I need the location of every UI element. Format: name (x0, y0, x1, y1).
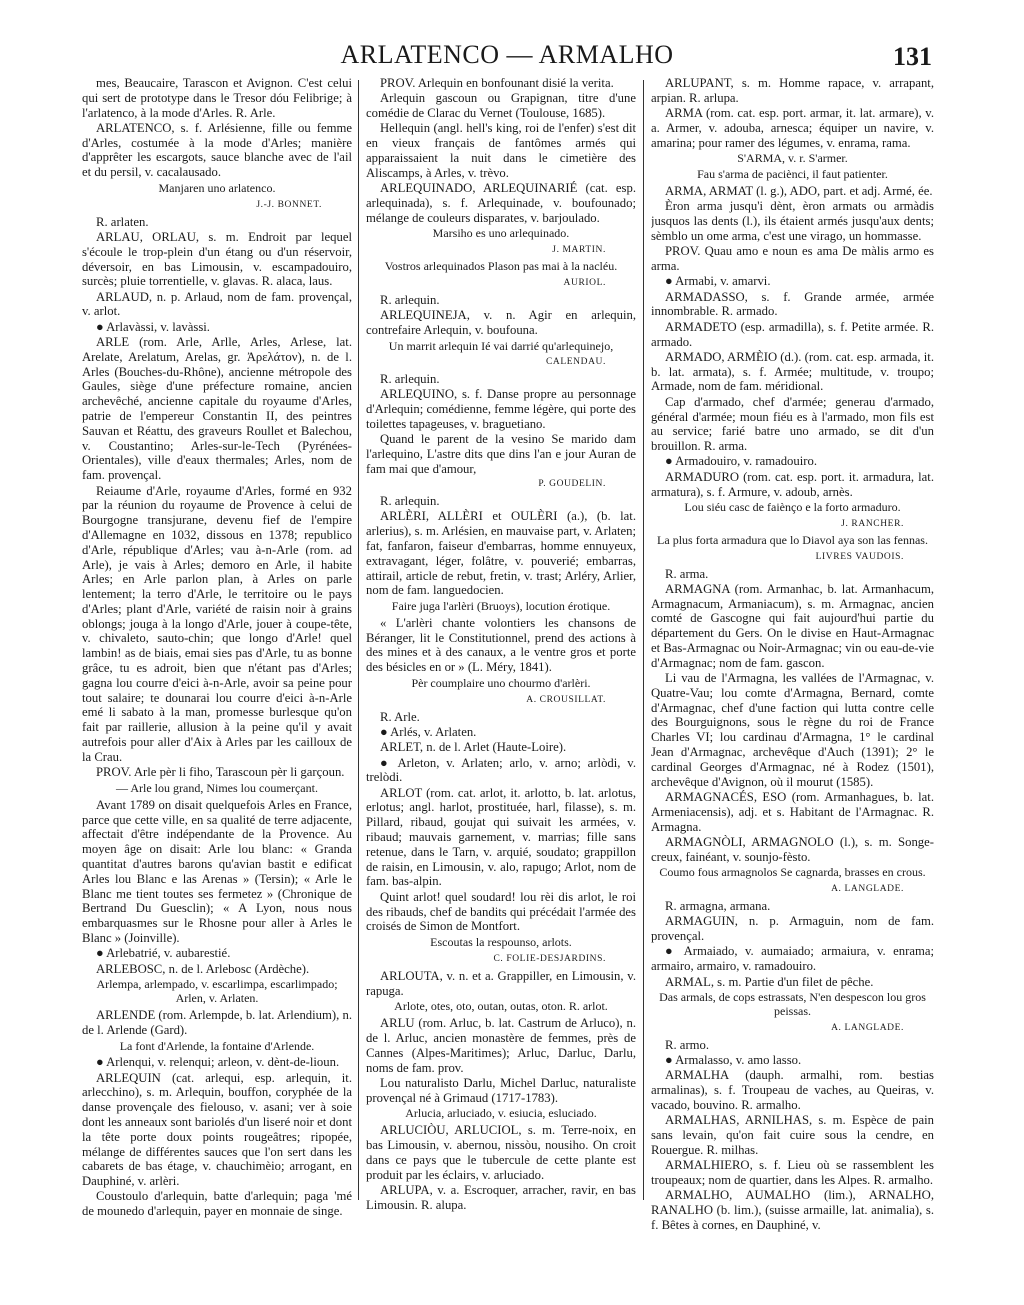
citation-author: AURIOL. (563, 277, 606, 288)
dictionary-entry: Arlequin gascoun ou Grapignan, titre d'une comédie de Clarac du Vernet (Toulouse, 1685). (366, 91, 636, 121)
dictionary-entry: ● Armalasso, v. amo lasso. (665, 1053, 802, 1067)
dictionary-entry: ● Arleton, v. Arlaten; arlo, v. arno; arlòdi, v. trelòdi. (366, 755, 636, 785)
quotation: Vostros arlequinados Plason pas mai à la nacléu. (384, 259, 618, 274)
dictionary-entry: Quint arlot! quel soudard! lou rèi dis arlot, le roi des ribauds, chef de bandits qui précédait l'armée des croisés de Simon de Montfort. (366, 889, 636, 934)
quotation: Fau s'arma de paciènci, il faut patienter. (697, 167, 888, 182)
column-middle (366, 76, 636, 1291)
quotation: La font d'Arlende, la fontaine d'Arlende. (119, 1038, 315, 1053)
dictionary-entry: Èron arma jusqu'i dènt, èron armats ou armàdis jusquos las dents (l.), ils étaient armés jusqu'aux dents; sèmblo un ome arma, c'est une virago, un hommasse. (651, 199, 934, 243)
quotation: — Arle lou grand, Nimes lou coumerçant. (116, 780, 318, 795)
dictionary-entry: ARLUPA, v. a. Escroquer, arracher, ravir, en bas Limousin. R. alupa. (366, 1182, 636, 1212)
dictionary-entry: ARLEBOSC, n. de l. Arlebosc (Ardèche). (96, 961, 310, 976)
dictionary-entry: ● Armabi, v. amarvi. (665, 274, 771, 289)
dictionary-entry: R. arlaten. (96, 214, 149, 229)
dictionary-entry: Cap d'armado, chef d'armée; generau d'armado, général d'armée; moun fiéu es à l'armado, mon fils est au service; farié batre uno armado, se dit d'un brouillon. R. arma. (651, 394, 934, 454)
dictionary-entry: ARLEQUINO, s. f. Danse propre au personnage d'Arlequin; comédienne, femme légère, qui porte des toilettes tapageuses, v. braguetiano. (366, 387, 636, 432)
page-header (82, 40, 932, 80)
quotation: Pèr coumplaire uno chourmo d'arlèri. (411, 676, 591, 691)
dictionary-entry: ARMADURO (rom. cat. esp. port. it. armadura, lat. armatura), s. f. Armure, v. adoub, arnès. (651, 469, 934, 499)
dictionary-entry: ARLEQUIN (cat. arlequi, esp. arlequin, it. arlecchino), s. m. Arlequin, bouffon, coryphée de la danse provençale des fielouso, v. asani; ver à soie dont les anneaux sont bariolés d'un liseré noir et dont la tête porte doux points rougeâtres; ripopée, mélange de différentes sauces que l'on sert dans les cabarets de bas étage, v. chauchimèio; arrogant, en Dauphiné, v. arlèri. (82, 1070, 352, 1189)
column-left (82, 76, 352, 1291)
dictionary-entry: « L'arlèri chante volontiers les chansons de Béranger, lit le Constitutionnel, prend des actions à des mines et à des canaux, a le ventre gros et porte des bésicles en or » (L. Méry, 1841). (366, 615, 636, 675)
dictionary-entry: Lou naturalisto Darlu, Michel Darluc, naturaliste provençal né à Grimaud (1717-1783). (366, 1075, 636, 1105)
dictionary-entry: ARLAU, ORLAU, s. m. Endroit par lequel s'écoule le trop-plein d'un étang ou d'un réservoir, déversoir, en bas Limousin, v. escampadouiro, surcès; pluie torrentielle, v. glavas. R. alaca, laus. (82, 229, 352, 289)
dictionary-entry: ARLÈRI, ALLÈRI et OULÈRI (a.), (b. lat. arlerius), s. m. Arlésien, en mauvaise part, v. Arlaten; fat, fanfaron, faiseur d'embarras, homme ennuyeux, extravagant, léger, folâtre, v. pouverié; embarras, attirail, article de rebut, fretin, v. trast; Arléry, Arlier, nom de fam. languedocien. (366, 509, 636, 598)
dictionary-entry: R. arlequin. (380, 494, 440, 509)
dictionary-entry: R. armo. (665, 1037, 710, 1052)
citation-author: P. GOUDELIN. (538, 479, 606, 490)
quotation: La plus forta armadura que lo Diavol aya son las fennas. (657, 532, 928, 547)
dictionary-entry: ARLE (rom. Arle, Arlle, Arles, Arlese, lat. Arelate, Arelatum, Arelas, gr. Ἀρελάτον), n. de l. Arles (Bouches-du-Rhône), ancienne métropole des Gaules, siège d'une préfecture romaine, ancien archevêché, ancienne capitale du royaume d'Arles, patrie de l'empereur Constantin II, des peintres Sauvan et Réattu, des graveurs Roullet et Balechou, v. Coustantino; Arles-sur-le-Tech (Pyrénées-Orientales), ville d'eaux thermales; Arles, nom de fam. provençal. (82, 335, 352, 483)
quotation: Marsiho es uno arlequinado. (432, 226, 570, 241)
dictionary-entry: R. arlequin. (380, 372, 440, 387)
quotation: S'ARMA, v. r. S'armer. (737, 151, 848, 166)
quotation: Un marrit arlequin Ié vai darrié qu'arlequinejo, (388, 338, 614, 353)
column-rule (358, 80, 359, 1200)
dictionary-entry: ● Armaiado, v. aumaiado; armaiura, v. enrama; armairo, armairo, v. ramadouiro. (651, 944, 934, 974)
quotation: Arlucia, arluciado, v. esiucia, esluciado. (405, 1106, 597, 1121)
dictionary-entry: ARLENDE (rom. Arlempde, b. lat. Arlendium), n. de l. Arlende (Gard). (82, 1007, 352, 1037)
dictionary-entry: ARLET, n. de l. Arlet (Haute-Loire). (380, 740, 567, 755)
citation-author: J. MARTIN. (552, 245, 606, 256)
dictionary-entry: R. arma. (665, 566, 709, 581)
dictionary-entry: Hellequin (angl. hell's king, roi de l'enfer) s'est dit en vieux français de fantômes armés qui apparaissaient la nuit dans le cimetière des Aliscamps, à Arles, v. trèvo. (366, 121, 636, 180)
quotation: Arlote, otes, oto, outan, outas, oton. R. arlot. (394, 999, 608, 1014)
dictionary-entry: ARMALHO, AUMALHO (lim.), ARNALHO, RANALHO (b. lim.), (suisse armaille, lat. animalia), s. f. Bêtes à cornes, en Dauphiné, v. (651, 1188, 934, 1232)
dictionary-entry: ● Arlés, v. Arlaten. (380, 724, 477, 739)
dictionary-entry: ARMAGNACÉS, ESO (rom. Armanhagues, b. lat. Armeniacensis), adj. et s. Habitant de l'Armagnac. R. Armagna. (651, 789, 934, 834)
dictionary-entry: ARMADETO (esp. armadilla), s. f. Petite armée. R. armado. (651, 319, 934, 349)
dictionary-entry: ARMAGUIN, n. p. Armaguin, nom de fam. provençal. (651, 914, 934, 944)
dictionary-entry: ARMADASSO, s. f. Grande armée, armée innombrable. R. armado. (651, 289, 934, 319)
citation-author: J.-J. BONNET. (256, 199, 322, 210)
dictionary-entry: ARMAGNÒLI, ARMAGNOLO (l.), s. m. Songe-creux, fainéant, v. sounjo-fèsto. (651, 834, 934, 864)
dictionary-entry: PROV. Arlequin en bonfounant disié la verita. (380, 76, 614, 90)
dictionary-entry: ARLATENCO, s. f. Arlésienne, fille ou femme d'Arles, costumée à la mode d'Arles; manière d'apprêter les escargots, sauce blanche avec de l'ail et du persil, v. cacalausado. (82, 120, 352, 180)
dictionary-entry: ARMALHAS, ARNILHAS, s. m. Espèce de pain sans levain, qu'on fait cuire sous la cendre, en Rouergue. R. milhas. (651, 1113, 934, 1157)
dictionary-entry: ARLOT (rom. cat. arlot, it. arlotto, b. lat. arlotus, erlotus; angl. harlot, prostituée, harl, filasse), s. m. Pillard, ribaud, goujat qui suivait les armées, v. ribaud; mauvais garnement, v. marrias; fille sans retenue, dans le Tarn, v. arquié, soudato; grappillon de raisin, en Limousin, v. alo, rapugo; Arlot, nom de fam. bas-alpin. (366, 785, 636, 889)
quotation: Manjaren uno arlatenco. (158, 181, 276, 196)
citation-author: A. LANGLADE. (831, 884, 904, 895)
dictionary-entry: ARLOUTA, v. n. et a. Grappiller, en Limousin, v. rapuga. (366, 968, 636, 998)
dictionary-entry: ARLU (rom. Arluc, b. lat. Castrum de Arluco), n. de l. Arluc, ancien monastère de femmes, près de Cannes (Alpes-Maritimes); Arluc, Darluc, Darlu, noms de fam. prov. (366, 1016, 636, 1075)
citation-author: C. FOLIE-DESJARDINS. (493, 953, 606, 964)
column-right (651, 76, 934, 1291)
dictionary-entry: PROV. Quau amo e noun es ama De màlis armo es arma. (651, 244, 934, 274)
dictionary-entry: ARMAL, s. m. Partie d'un filet de pêche. (665, 974, 874, 989)
page-number: 131 (893, 42, 932, 71)
dictionary-entry: PROV. Arle pèr li fiho, Tarascoun pèr li garçoun. (96, 765, 345, 780)
dictionary-entry: ARLAUD, n. p. Arlaud, nom de fam. provençal, v. arlot. (82, 289, 352, 319)
dictionary-entry: ● Arlavàssi, v. lavàssi. (96, 319, 210, 334)
dictionary-entry: ARMADO, ARMÈIO (d.). (rom. cat. esp. armada, it. b. lat. armata), s. f. Armée; multitude, v. troupo; Armade, nom de fam. méridional. (651, 349, 934, 394)
dictionary-entry: R. armagna, armana. (665, 899, 771, 914)
dictionary-entry: ● Armadouiro, v. ramadouiro. (665, 454, 818, 469)
running-title: ARLATENCO — ARMALHO (340, 40, 674, 69)
quotation: Coumo fous armagnolos Se cagnarda, brasses en crous. (659, 865, 926, 880)
dictionary-entry: R. arlequin. (380, 292, 440, 307)
column-rule (643, 80, 644, 1200)
dictionary-entry: ARMAGNA (rom. Armanhac, b. lat. Armanhacum, Armagnacum, Armaniacum), s. m. Armagnac, ancien comté de Gascogne qui fait aujourd'hui partie du département du Gers. On le divise en Haut-Armagnac et Bas-Armagnac ou Noir-Armagnac; vin ou eau-de-vie d'Armagnac; nom de fam. gascon. (651, 581, 934, 670)
citation-author: LIVRES VAUDOIS. (815, 551, 904, 562)
dictionary-entry: ARMA, ARMAT (l. g.), ADO, part. et adj. Armé, ée. (665, 184, 933, 199)
dictionary-entry: ARLEQUINADO, ARLEQUINARIÉ (cat. esp. arlequinada), s. f. Arlequinade, v. boufounado; mélange de couleurs disparates, v. barjoulado. (366, 181, 636, 225)
dictionary-entry: ● Arlebatrié, v. aubarestié. (96, 946, 231, 961)
quotation: Arlempa, arlempado, v. escarlimpa, escarlimpado; Arlen, v. Arlaten. (96, 977, 338, 1006)
dictionary-entry: ARLUPANT, s. m. Homme rapace, v. arrapant, arpian. R. arlupa. (651, 76, 934, 105)
dictionary-entry: Quand le parent de la vesino Se marido dam l'arlequino, L'astre dits que dins l'an e jour Auran de fam mai que d'amour, (366, 432, 636, 476)
dictionary-entry: Avant 1789 on disait quelquefois Arles en France, parce que cette ville, en sa qualité de terre adjacente, affectait d'être indépendante de la Provence. Au moyen âge on disait: Arle lou blanc: « Granda quantitat d'autres barons qu'avian bastit e edificat Arles lou Blanc e las Arenas » (Tersin); « Arle le Blanc me tient toutes ses fermetez » (Chronique de Bertrand Du Guesclin); « A Lyon, nous nous embarquasmes sur le Rhosne pour aller à Arles le Blanc » (Joinville). (82, 797, 352, 945)
quotation: Das armals, de cops estrassats, N'en despescon lou gros peissas. (659, 990, 926, 1019)
quotation: Faire juga l'arlèri (Bruoys), locution érotique. (391, 599, 611, 614)
citation-author: A. CROUSILLAT. (526, 694, 606, 705)
dictionary-entry: mes, Beaucaire, Tarascon et Avignon. C'est celui qui sert de prototype dans le Tresor dóu Felibrige; à l'arlatenco, à la mode d'Arles. R. Arle. (82, 76, 352, 120)
dictionary-entry: ● Arlenqui, v. relenqui; arleon, v. dènt-de-lioun. (96, 1055, 340, 1070)
dictionary-entry: ARMALHA (dauph. armalhi, rom. bestias armalinas), s. f. Troupeau de vaches, au Queiras, v. vacado, bouvino. R. armalho. (651, 1068, 934, 1112)
dictionary-entry: ARLUCIÒU, ARLUCIOL, s. m. Terre-noix, en bas Limousin, v. abernou, nissòu, nousiho. On croit dans ce pays que le tubercule de cette plante est produit par les éclairs, v. arluciado. (366, 1123, 636, 1182)
dictionary-entry: ARMA (rom. cat. esp. port. armar, it. lat. armare), v. a. Armer, v. adouba, arnesca; équiper un navire, v. amarina; pour ramer des légumes, v. enrama, rama. (651, 106, 934, 150)
dictionary-entry: Coustoulo d'arlequin, batte d'arlequin; paga 'mé de mounedo d'arlequin, payer en monnaie de singe. (82, 1189, 352, 1219)
dictionary-entry: Reiaume d'Arle, royaume d'Arles, formé en 932 par la réunion du royaume de Provence à celui de Bourgogne transjurane, devenu fief de l'empire d'Allemagne en 1032, dissous en 1378; republico d'Arle, république d'Arles; vau à-n-Arle (rom. ad Arle), je vais à Arles; demoro en Arle, il habite Arles; en Arle parlon plan, à Arles on parle lentement; la terro d'Arle, le territoire ou le pays d'Arles; plant d'Arle, variété de raisin noir à grains oblongs; jouga à la longo d'Arle, jouer à coupe-tête, v. chivaleto, sauto-chin; que longo d'Arle! quel lambin! as de biais, emai sies pas d'Arle, tu as bonne grâce, tu es adroit, bien que n'étant pas d'Arles; gagna lou courre d'eici à-n-Arle, avoir sa peine pour tout salaire; te dounarai lou courre d'eici à-n-Arle emé li sabato à la man, promesse burlesque qu'on fait par raillerie, allusion à la peine qu'il y avait autrefois pour aller d'Aix à Arles par les cailloux de la Crau. (82, 483, 352, 764)
citation-author: J. RANCHER. (841, 519, 904, 530)
citation-author: CALENDAU. (545, 357, 606, 368)
quotation: Lou siéu casc de faiènço e la forto armaduro. (684, 500, 901, 515)
dictionary-entry: R. Arle. (380, 709, 420, 724)
quotation: Escoutas la respounso, arlots. (430, 935, 572, 950)
citation-author: A. LANGLADE. (831, 1022, 904, 1033)
dictionary-entry: ARLEQUINEJA, v. n. Agir en arlequin, contrefaire Arlequin, v. boufouna. (366, 307, 636, 337)
dictionary-entry: Li vau de l'Armagna, les vallées de l'Armagnac, v. Quatre-Vau; lou comte d'Armagna, Bernard, comte d'Armagnac, chef d'une faction qui lutta contre celle des Bourguignons, sous le règne du roi de France Charles VI; lou cardinau d'Armagna, 1° le cardinal Jean d'Armagnac, archevêque d'Auch (1391); 2° le cardinal Georges d'Armagnac, né à Rodez (1501), archevêque d'Avignon, où il mourut (1585). (651, 671, 934, 789)
dictionary-entry: ARMALHIERO, s. f. Lieu où se rassemblent les troupeaux; nom de quartier, dans les Alpes. R. armalho. (651, 1158, 934, 1187)
